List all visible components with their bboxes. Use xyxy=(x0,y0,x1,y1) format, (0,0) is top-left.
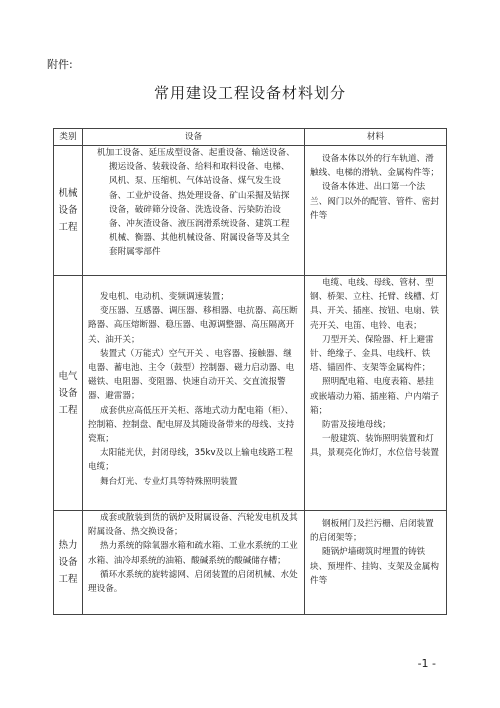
material-cell: 电缆、电线、母线、管材、型钢、桥架、立柱、托臂、线槽、灯具、开关、插座、按钮、电扇、铁壳开关、电笛、电铃、电表； 刀型开关、保险器、杆上避雷针、绝缘子、金具、电线杆、铁塔、锚固件、支架等金属构件； 照明配电箱、电度表箱、悬挂或嵌墙动力箱、插座箱、户内端子箱； 防雷及接地母线； 一般建筑、装饰照明装置和灯具，景观亮化饰灯，水位信号装置 xyxy=(305,276,447,511)
table-row-electrical xyxy=(54,276,447,511)
table-row-mechanical xyxy=(54,146,447,276)
table-row-thermal xyxy=(54,511,447,615)
category-cell: 电气 设备 工程 xyxy=(54,276,83,511)
equipment-cell: 发电机、电动机、变频调速装置； 变压器、互感器、调压器、移相器、电抗器、高压断路器、高压熔断器、稳压器、电源调整器、高压隔离开关、油开关； 装置式（万能式）空气开关 、电容器、接触器、继电器、蓄电池、主令（鼓型）控制器、磁力启动器、电磁铁、电阻器、变阻器、快速自动开关、交直流报警器、避雷器； 成套供应高低压开关柜、落地式动力配电箱（柜）、控制箱、控制盘、配电屏及其随设备带来的母线、支持瓷瓶； 太阳能光伏，封闭母线，35kv及以上输电线路工程电缆； 舞台灯光、专业灯具等特殊照明装置 xyxy=(83,276,305,511)
document-title: 常用建设工程设备材料划分 xyxy=(153,84,346,102)
material-cell: 设备本体以外的行车轨道、滑触线、电梯的滑轨、金属构件等； 设备本体进、出口第一个法兰、阀门以外的配管、管件、密封件等 xyxy=(305,146,447,276)
header-material: 材料 xyxy=(305,129,447,146)
category-cell: 热力 设备 工程 xyxy=(54,511,83,615)
header-equipment: 设备 xyxy=(83,129,305,146)
equipment-material-table xyxy=(53,128,447,615)
attachment-label: 附件: xyxy=(47,58,73,71)
header-category: 类别 xyxy=(54,129,83,146)
table-header-row xyxy=(54,129,447,146)
material-cell: 钢板闸门及拦污栅、启闭装置的启闭架等； 随锅炉墙砌筑时埋置的铸铁块、预埋件、挂钩、支架及金属构件等 xyxy=(305,511,447,615)
category-cell: 机械 设备 工程 xyxy=(54,146,83,276)
page-number: -1 - xyxy=(417,657,436,670)
equipment-cell: 成套或散装到货的锅炉及附属设备、汽轮发电机及其附属设备、热交换设备； 热力系统的除氧器水箱和疏水箱、工业水系统的工业水箱、油冷却系统的油箱、酸碱系统的酸碱储存槽； 循环水系统的旋转滤网、启闭装置的启闭机械、水处理设备。 xyxy=(83,511,305,615)
equipment-cell: 机加工设备、延压成型设备、起重设备、输送设备、搬运设备、装载设备、给料和取料设备、电梯、风机、泵、压缩机、气体站设备、煤气发生设备、工业炉设备、热处理设备、矿山采掘及钻探设备，破碎筛分设备、洗选设备、污染防治设备、冲灰渣设备、液压润滑系统设备、建筑工程机械、衡器、其他机械设备、附属设备等及其全套附属零部件 xyxy=(83,146,305,276)
